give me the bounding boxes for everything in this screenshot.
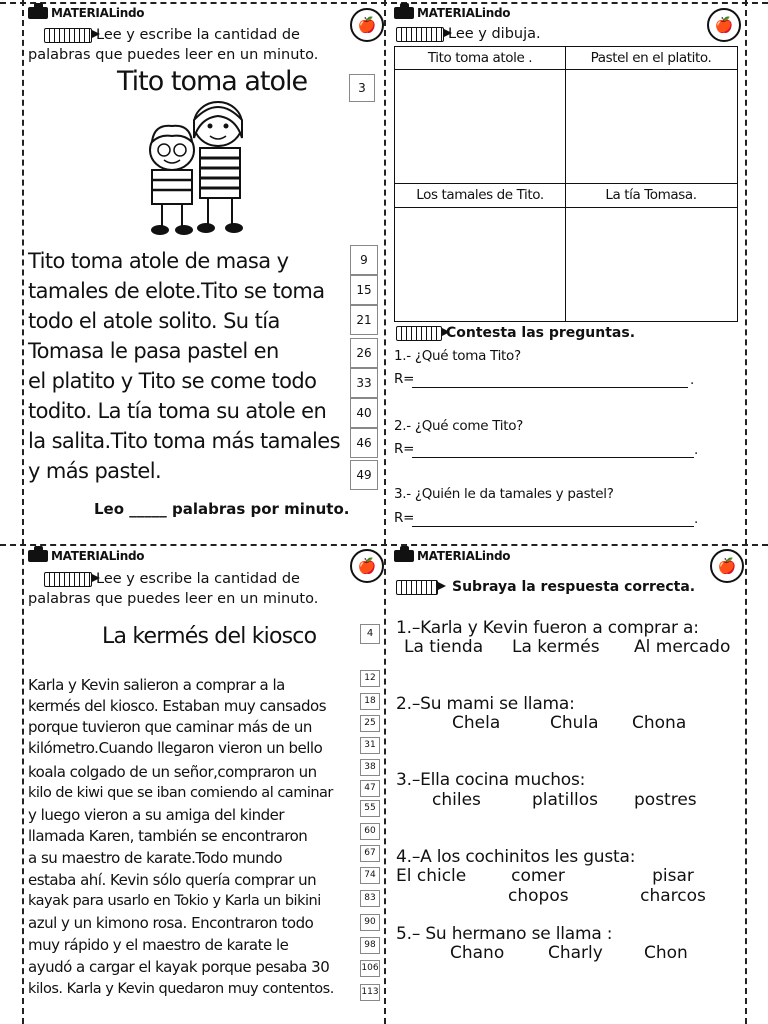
- word-count-box: 12: [360, 670, 380, 687]
- word-count-box: 31: [360, 737, 380, 754]
- story-line: kayak para usarlo en Tokio y Karla un bikini: [28, 893, 321, 909]
- apple-icon: 🍎: [707, 8, 741, 42]
- cell-label: Los tamales de Tito.: [416, 187, 544, 203]
- mcq-option[interactable]: El chicle: [396, 866, 467, 886]
- brand-mark-icon: [394, 7, 414, 19]
- story-line: muy rápido y el maestro de karate le: [28, 936, 289, 954]
- grid-divider: [565, 47, 566, 321]
- pencil-icon: [44, 572, 92, 587]
- mcq-option[interactable]: Chula: [550, 713, 599, 733]
- apple-icon: 🍎: [350, 549, 384, 583]
- drawing-area[interactable]: [570, 211, 732, 317]
- story-line: Karla y Kevin salieron a comprar a la: [28, 676, 285, 694]
- story-line: el platito y Tito se come todo: [28, 369, 317, 393]
- story-line: y luego vieron a su amiga del kinder: [28, 806, 285, 824]
- word-count-box: 55: [360, 800, 380, 817]
- cell-label: Pastel en el platito.: [590, 50, 712, 66]
- reading-speed-footer: Leo _____ palabras por minuto.: [94, 500, 350, 518]
- pencil-icon: [396, 27, 444, 42]
- brand-mark-icon: [28, 7, 48, 19]
- grid-divider: [395, 207, 737, 208]
- story-line: azul y un kimono rosa. Encontraron todo: [28, 914, 314, 932]
- answer-end: .: [694, 442, 698, 458]
- brand-mark-icon: [28, 550, 48, 562]
- grid-divider: [395, 69, 737, 70]
- story-line: estaba ahí. Kevin sólo quería comprar un: [28, 871, 317, 889]
- mcq-option[interactable]: Chela: [452, 713, 501, 733]
- answer-line[interactable]: [412, 387, 688, 388]
- question: 1.- ¿Qué toma Tito?: [394, 348, 521, 364]
- grid-divider: [395, 183, 737, 184]
- question: 3.- ¿Quién le da tamales y pastel?: [394, 486, 614, 502]
- word-count-box: 26: [350, 338, 378, 368]
- instruction: Subraya la respuesta correcta.: [396, 578, 695, 596]
- word-count-box: 4: [360, 624, 380, 644]
- story-line: a su maestro de karate.Todo mundo: [28, 849, 283, 867]
- drawing-area[interactable]: [399, 211, 561, 317]
- story-line: y más pastel.: [28, 459, 162, 483]
- brand-logo: MATERIALindo: [28, 6, 144, 20]
- story-line: Tito toma atole de masa y: [28, 249, 289, 273]
- drawing-grid: [394, 46, 738, 322]
- story-line: todo el atole solito. Su tía: [28, 309, 280, 333]
- answer-end: .: [694, 511, 698, 527]
- brand-logo: MATERIALindo: [394, 6, 510, 20]
- story-title: La kermés del kiosco: [102, 624, 317, 649]
- cut-line-right: [745, 0, 747, 1024]
- mcq-option[interactable]: Al mercado: [634, 637, 731, 657]
- mcq-question: 1.–Karla y Kevin fueron a comprar a:: [396, 618, 699, 638]
- story-line: llamada Karen, también se encontraron: [28, 827, 308, 845]
- word-count-box: 40: [350, 398, 378, 428]
- word-count-box: 60: [360, 823, 380, 840]
- cell-label: La tía Tomasa.: [605, 187, 697, 203]
- word-count-box: 33: [350, 368, 378, 398]
- word-count-box: 9: [350, 245, 378, 275]
- word-count-box: 106: [360, 960, 380, 977]
- story-line: Tomasa le pasa pastel en: [28, 339, 279, 363]
- brand-logo: MATERIALindo: [394, 549, 510, 563]
- word-count-box: 47: [360, 780, 380, 797]
- mcq-question: 4.–A los cochinitos les gusta:: [396, 847, 636, 867]
- word-count-box: 21: [350, 305, 378, 335]
- word-count-box: 83: [360, 890, 380, 907]
- apple-icon: 🍎: [710, 549, 744, 583]
- answer-line[interactable]: [412, 457, 694, 458]
- story-line: kilo de kiwi que se iban comiendo al caminar: [28, 785, 333, 801]
- instruction: Lee y escribe la cantidad de: [44, 26, 300, 44]
- story-title: Tito toma atole: [117, 66, 308, 97]
- instruction-cont: palabras que puedes leer en un minuto.: [28, 591, 319, 607]
- mcq-question: 2.–Su mami se llama:: [396, 694, 575, 714]
- answer-prefix: R=: [394, 371, 415, 387]
- mcq-option[interactable]: comer chopos: [508, 866, 569, 906]
- word-count-box: 3: [349, 74, 375, 102]
- mcq-option[interactable]: Charly: [548, 943, 603, 963]
- story-line: koala colgado de un señor,compraron un: [28, 763, 317, 781]
- word-count-box: 18: [360, 693, 380, 710]
- cut-line-left: [22, 0, 24, 1024]
- word-count-box: 49: [350, 460, 378, 490]
- instruction: Lee y dibuja.: [396, 25, 541, 43]
- drawing-area[interactable]: [399, 73, 561, 179]
- story-line: kilómetro.Cuando llegaron vieron un bello: [28, 739, 323, 757]
- word-count-box: 98: [360, 937, 380, 954]
- word-count-box: 90: [360, 914, 380, 931]
- word-count-box: 46: [350, 428, 378, 458]
- story-line: la salita.Tito toma más tamales: [28, 429, 340, 453]
- story-line: porque tuvieron que caminar más de un: [28, 718, 312, 736]
- story-line: todito. La tía toma su atole en: [28, 399, 327, 423]
- pencil-icon: [396, 326, 442, 341]
- brand-logo: MATERIALindo: [28, 549, 144, 563]
- mcq-question: 5.– Su hermano se llama :: [396, 924, 613, 944]
- word-count-box: 113: [360, 984, 380, 1001]
- instruction: Lee y escribe la cantidad de: [44, 570, 300, 588]
- question: 2.- ¿Qué come Tito?: [394, 418, 524, 434]
- mcq-option[interactable]: chiles: [432, 790, 481, 810]
- answer-prefix: R=: [394, 510, 415, 526]
- mcq-option[interactable]: pisar charcos: [640, 866, 706, 906]
- mcq-option[interactable]: Chona: [632, 713, 687, 733]
- apple-icon: 🍎: [350, 8, 384, 42]
- story-line: ayudó a cargar el kayak porque pesaba 30: [28, 958, 330, 976]
- drawing-area[interactable]: [570, 73, 732, 179]
- word-count-box: 74: [360, 867, 380, 884]
- pencil-icon: [44, 28, 92, 43]
- mcq-option[interactable]: Chon: [644, 943, 688, 963]
- mcq-option[interactable]: La kermés: [512, 637, 600, 657]
- story-line: kermés del kiosco. Estaban muy cansados: [28, 697, 327, 715]
- story-line: kilos. Karla y Kevin quedaron muy contentos.: [28, 981, 334, 997]
- word-count-box: 67: [360, 845, 380, 862]
- pencil-icon: [396, 580, 438, 595]
- mcq-question: 3.–Ella cocina muchos:: [396, 770, 586, 790]
- cut-line-vertical: [384, 0, 386, 1024]
- mcq-option[interactable]: postres: [634, 790, 697, 810]
- answer-end: .: [690, 372, 694, 388]
- kids-illustration: [140, 98, 260, 236]
- mcq-option[interactable]: La tienda: [404, 637, 484, 657]
- word-count-box: 15: [350, 275, 378, 305]
- brand-mark-icon: [394, 550, 414, 562]
- word-count-box: 25: [360, 715, 380, 732]
- instruction: Contesta las preguntas.: [396, 324, 635, 342]
- answer-prefix: R=: [394, 441, 415, 457]
- mcq-option[interactable]: platillos: [532, 790, 599, 810]
- mcq-option[interactable]: Chano: [450, 943, 505, 963]
- cut-line-horizontal: [0, 544, 768, 546]
- instruction-cont: palabras que puedes leer en un minuto.: [28, 47, 319, 63]
- answer-line[interactable]: [412, 526, 694, 527]
- story-line: tamales de elote.Tito se toma: [28, 279, 325, 303]
- cell-label: Tito toma atole .: [427, 50, 533, 66]
- word-count-box: 38: [360, 759, 380, 776]
